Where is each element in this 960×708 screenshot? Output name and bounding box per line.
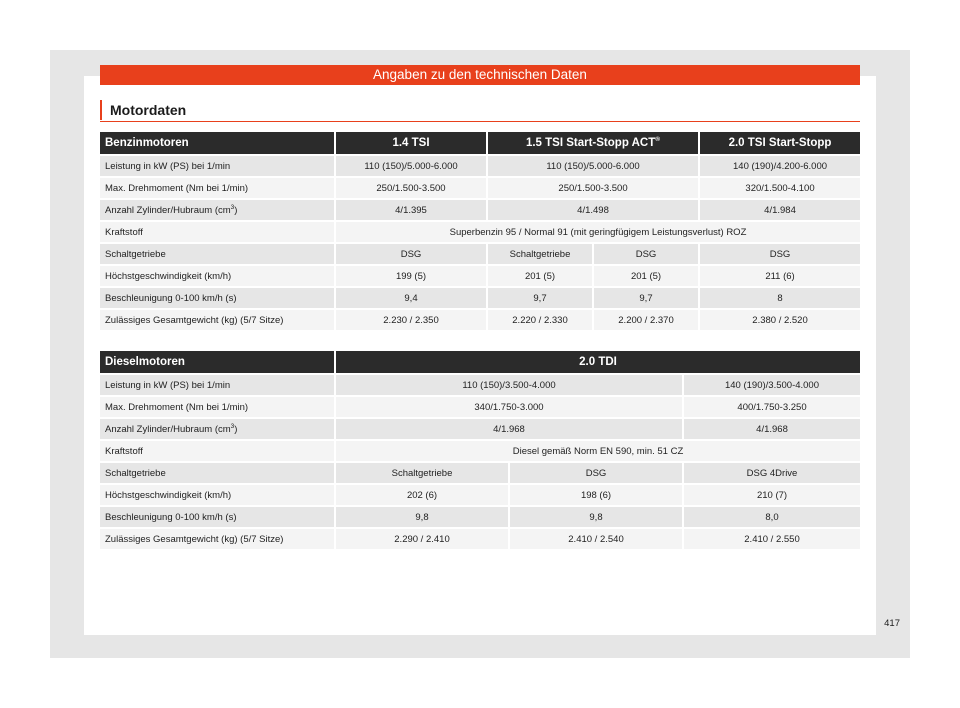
section-title: Motordaten xyxy=(100,100,186,120)
row-label: Leistung in kW (PS) bei 1/min xyxy=(100,375,336,397)
header-14tsi: 1.4 TSI xyxy=(336,132,488,156)
table-row xyxy=(100,485,860,507)
cell-value: Schaltgetriebe xyxy=(488,244,594,266)
diesel-engine-table xyxy=(100,351,860,551)
cell-value: DSG xyxy=(700,244,860,266)
row-label: Zulässiges Gesamtgewicht (kg) (5/7 Sitze) xyxy=(100,310,336,332)
cell-value: DSG xyxy=(510,463,684,485)
cell-value: 110 (150)/5.000-6.000 xyxy=(336,156,488,178)
cell-value: 4/1.395 xyxy=(336,200,488,222)
table-row xyxy=(100,178,860,200)
cell-value: 4/1.498 xyxy=(488,200,700,222)
cell-value: 2.290 / 2.410 xyxy=(336,529,510,551)
page-number: 417 xyxy=(884,618,900,629)
table-row xyxy=(100,156,860,178)
cell-value: 400/1.750-3.250 xyxy=(684,397,860,419)
cell-value: 140 (190)/4.200-6.000 xyxy=(700,156,860,178)
cell-value: 9,7 xyxy=(594,288,700,310)
cell-value: 250/1.500-3.500 xyxy=(488,178,700,200)
cell-value: 2.200 / 2.370 xyxy=(594,310,700,332)
header-diesel: Dieselmotoren xyxy=(100,351,336,375)
cell-value: 4/1.984 xyxy=(700,200,860,222)
row-label: Kraftstoff xyxy=(100,222,336,244)
row-label: Beschleunigung 0-100 km/h (s) xyxy=(100,288,336,310)
cell-value: 2.410 / 2.540 xyxy=(510,529,684,551)
cell-value: 198 (6) xyxy=(510,485,684,507)
cell-value: 9,8 xyxy=(336,507,510,529)
table-row xyxy=(100,397,860,419)
cell-value: 340/1.750-3.000 xyxy=(336,397,684,419)
petrol-engine-table xyxy=(100,132,860,332)
table-row xyxy=(100,200,860,222)
cell-value: 8 xyxy=(700,288,860,310)
cell-value: 4/1.968 xyxy=(336,419,684,441)
header-petrol: Benzinmotoren xyxy=(100,132,336,156)
cell-value: 2.220 / 2.330 xyxy=(488,310,594,332)
cell-value: 2.380 / 2.520 xyxy=(700,310,860,332)
cell-value: 210 (7) xyxy=(684,485,860,507)
cell-value: Schaltgetriebe xyxy=(336,463,510,485)
registered-mark: ® xyxy=(655,136,661,144)
cell-value: DSG xyxy=(594,244,700,266)
row-label: Höchstgeschwindigkeit (km/h) xyxy=(100,266,336,288)
cell-value: 110 (150)/3.500-4.000 xyxy=(336,375,684,397)
table-row xyxy=(100,529,860,551)
table-header-row xyxy=(100,132,860,156)
cell-value: 201 (5) xyxy=(594,266,700,288)
cell-value: 211 (6) xyxy=(700,266,860,288)
row-label: Leistung in kW (PS) bei 1/min xyxy=(100,156,336,178)
cell-value: 9,7 xyxy=(488,288,594,310)
cell-value: DSG xyxy=(336,244,488,266)
cell-value: 4/1.968 xyxy=(684,419,860,441)
cell-value: 2.230 / 2.350 xyxy=(336,310,488,332)
table-row xyxy=(100,288,860,310)
row-label: Beschleunigung 0-100 km/h (s) xyxy=(100,507,336,529)
cell-value: 8,0 xyxy=(684,507,860,529)
cell-value: 201 (5) xyxy=(488,266,594,288)
table-row xyxy=(100,463,860,485)
table-row xyxy=(100,310,860,332)
row-label: Schaltgetriebe xyxy=(100,463,336,485)
row-label: Höchstgeschwindigkeit (km/h) xyxy=(100,485,336,507)
header-20tsi: 2.0 TSI Start-Stopp xyxy=(700,132,860,156)
cell-value: Diesel gemäß Norm EN 590, min. 51 CZ xyxy=(336,441,860,463)
table-row xyxy=(100,266,860,288)
cell-value: DSG 4Drive xyxy=(684,463,860,485)
chapter-title-bar xyxy=(100,65,860,85)
row-label: Max. Drehmoment (Nm bei 1/min) xyxy=(100,178,336,200)
cell-value: 9,8 xyxy=(510,507,684,529)
cell-value: 199 (5) xyxy=(336,266,488,288)
section-divider xyxy=(100,121,860,122)
table-row xyxy=(100,507,860,529)
table-row xyxy=(100,222,860,244)
cell-value: 2.410 / 2.550 xyxy=(684,529,860,551)
row-label: Anzahl Zylinder/Hubraum $(cm^3)$ xyxy=(100,419,336,441)
table-row xyxy=(100,419,860,441)
row-label: Kraftstoff xyxy=(100,441,336,463)
cell-value: 202 (6) xyxy=(336,485,510,507)
cell-value: 140 (190)/3.500-4.000 xyxy=(684,375,860,397)
row-label: Max. Drehmoment (Nm bei 1/min) xyxy=(100,397,336,419)
row-label: Anzahl Zylinder/Hubraum $(cm^3)$ xyxy=(100,200,336,222)
cell-value: 250/1.500-3.500 xyxy=(336,178,488,200)
table-header-row xyxy=(100,351,860,375)
cell-value: 110 (150)/5.000-6.000 xyxy=(488,156,700,178)
table-row xyxy=(100,375,860,397)
row-label: Zulässiges Gesamtgewicht (kg) (5/7 Sitze) xyxy=(100,529,336,551)
cell-value: Superbenzin 95 / Normal 91 (mit geringfügigem Leistungsverlust) ROZ xyxy=(336,222,860,244)
table-row xyxy=(100,244,860,266)
header-15tsi: 1.5 TSI Start-Stopp ACT® xyxy=(488,132,700,156)
chapter-title: Angaben zu den technischen Daten xyxy=(373,67,587,82)
cell-value: 320/1.500-4.100 xyxy=(700,178,860,200)
table-row xyxy=(100,441,860,463)
row-label: Schaltgetriebe xyxy=(100,244,336,266)
cell-value: 9,4 xyxy=(336,288,488,310)
header-20tdi: 2.0 TDI xyxy=(336,351,860,375)
